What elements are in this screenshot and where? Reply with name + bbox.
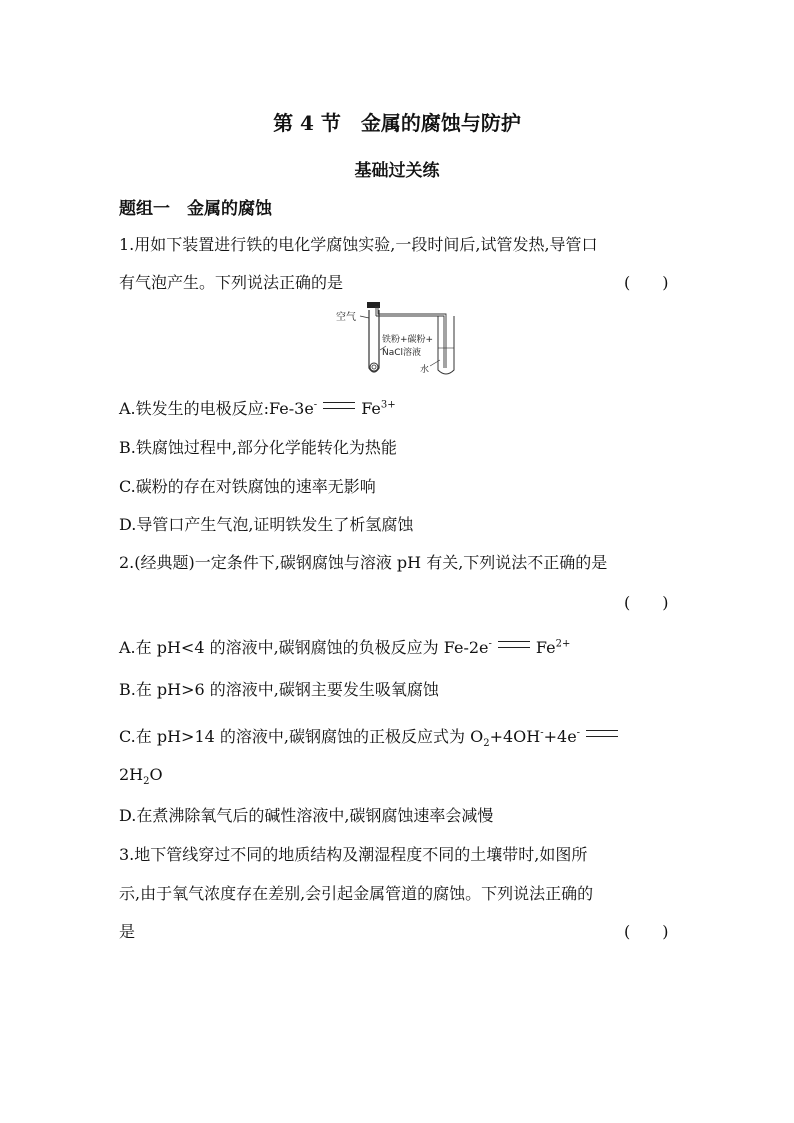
q3-stem-line2: 示,由于氧气浓度存在差别,会引起金属管道的腐蚀。下列说法正确的	[119, 884, 594, 903]
label-mixture2: NaCl溶液	[382, 348, 422, 358]
iron-coil	[370, 363, 378, 371]
q2-option-c-continued: $2H_2O$	[119, 765, 163, 788]
q2-option-c: C.在 pH>14 的溶液中,碳钢腐蚀的正极反应式为 $O_2+4OH^-+4e^-$	[119, 724, 624, 749]
q2-option-d: D.在煮沸除氧气后的碱性溶液中,碳钢腐蚀速率会减慢	[119, 806, 494, 825]
label-mixture1: 铁粉+碳粉+	[382, 335, 434, 345]
q2-stem-line1: 2.(经典题)一定条件下,碳钢腐蚀与溶液 pH 有关,下列说法不正确的是	[119, 553, 608, 572]
equals-sign	[498, 641, 530, 648]
label-air: 空气	[336, 312, 356, 323]
label-water: 水	[420, 365, 430, 375]
q1-option-d: D.导管口产生气泡,证明铁发生了析氢腐蚀	[119, 515, 414, 534]
q1-stem-line1: 1.用如下装置进行铁的电化学腐蚀实验,一段时间后,试管发热,导管口	[119, 235, 598, 254]
corrosion-apparatus-figure	[334, 298, 464, 380]
q2-option-a: A.在 pH<4 的溶液中,碳钢腐蚀的负极反应为 Fe-2e- $Fe^{2+}$	[119, 638, 571, 657]
q2-option-b: B.在 pH>6 的溶液中,碳钢主要发生吸氧腐蚀	[119, 680, 439, 699]
q3-answer-paren: ( )	[624, 922, 669, 941]
q2-answer-paren: ( )	[624, 593, 669, 612]
q1-option-b: B.铁腐蚀过程中,部分化学能转化为热能	[119, 438, 397, 457]
section-heading: 题组一 金属的腐蚀	[119, 199, 272, 219]
air-pointer	[360, 316, 369, 318]
equals-sign	[586, 730, 618, 737]
q3-stem-line3: 是	[119, 922, 136, 941]
page-title: 第 4 节 金属的腐蚀与防护	[273, 111, 521, 135]
q1-answer-paren: ( )	[624, 273, 669, 292]
q3-stem-line1: 3.地下管线穿过不同的地质结构及潮湿程度不同的土壤带时,如图所	[119, 845, 588, 864]
equals-sign	[323, 402, 355, 409]
page-subtitle: 基础过关练	[354, 161, 440, 181]
q1-stem-line2: 有气泡产生。下列说法正确的是	[119, 273, 344, 292]
q1-option-c: C.碳粉的存在对铁腐蚀的速率无影响	[119, 477, 376, 496]
q1-option-a: A.铁发生的电极反应:Fe-3e- $Fe^{3+}$	[119, 399, 396, 418]
